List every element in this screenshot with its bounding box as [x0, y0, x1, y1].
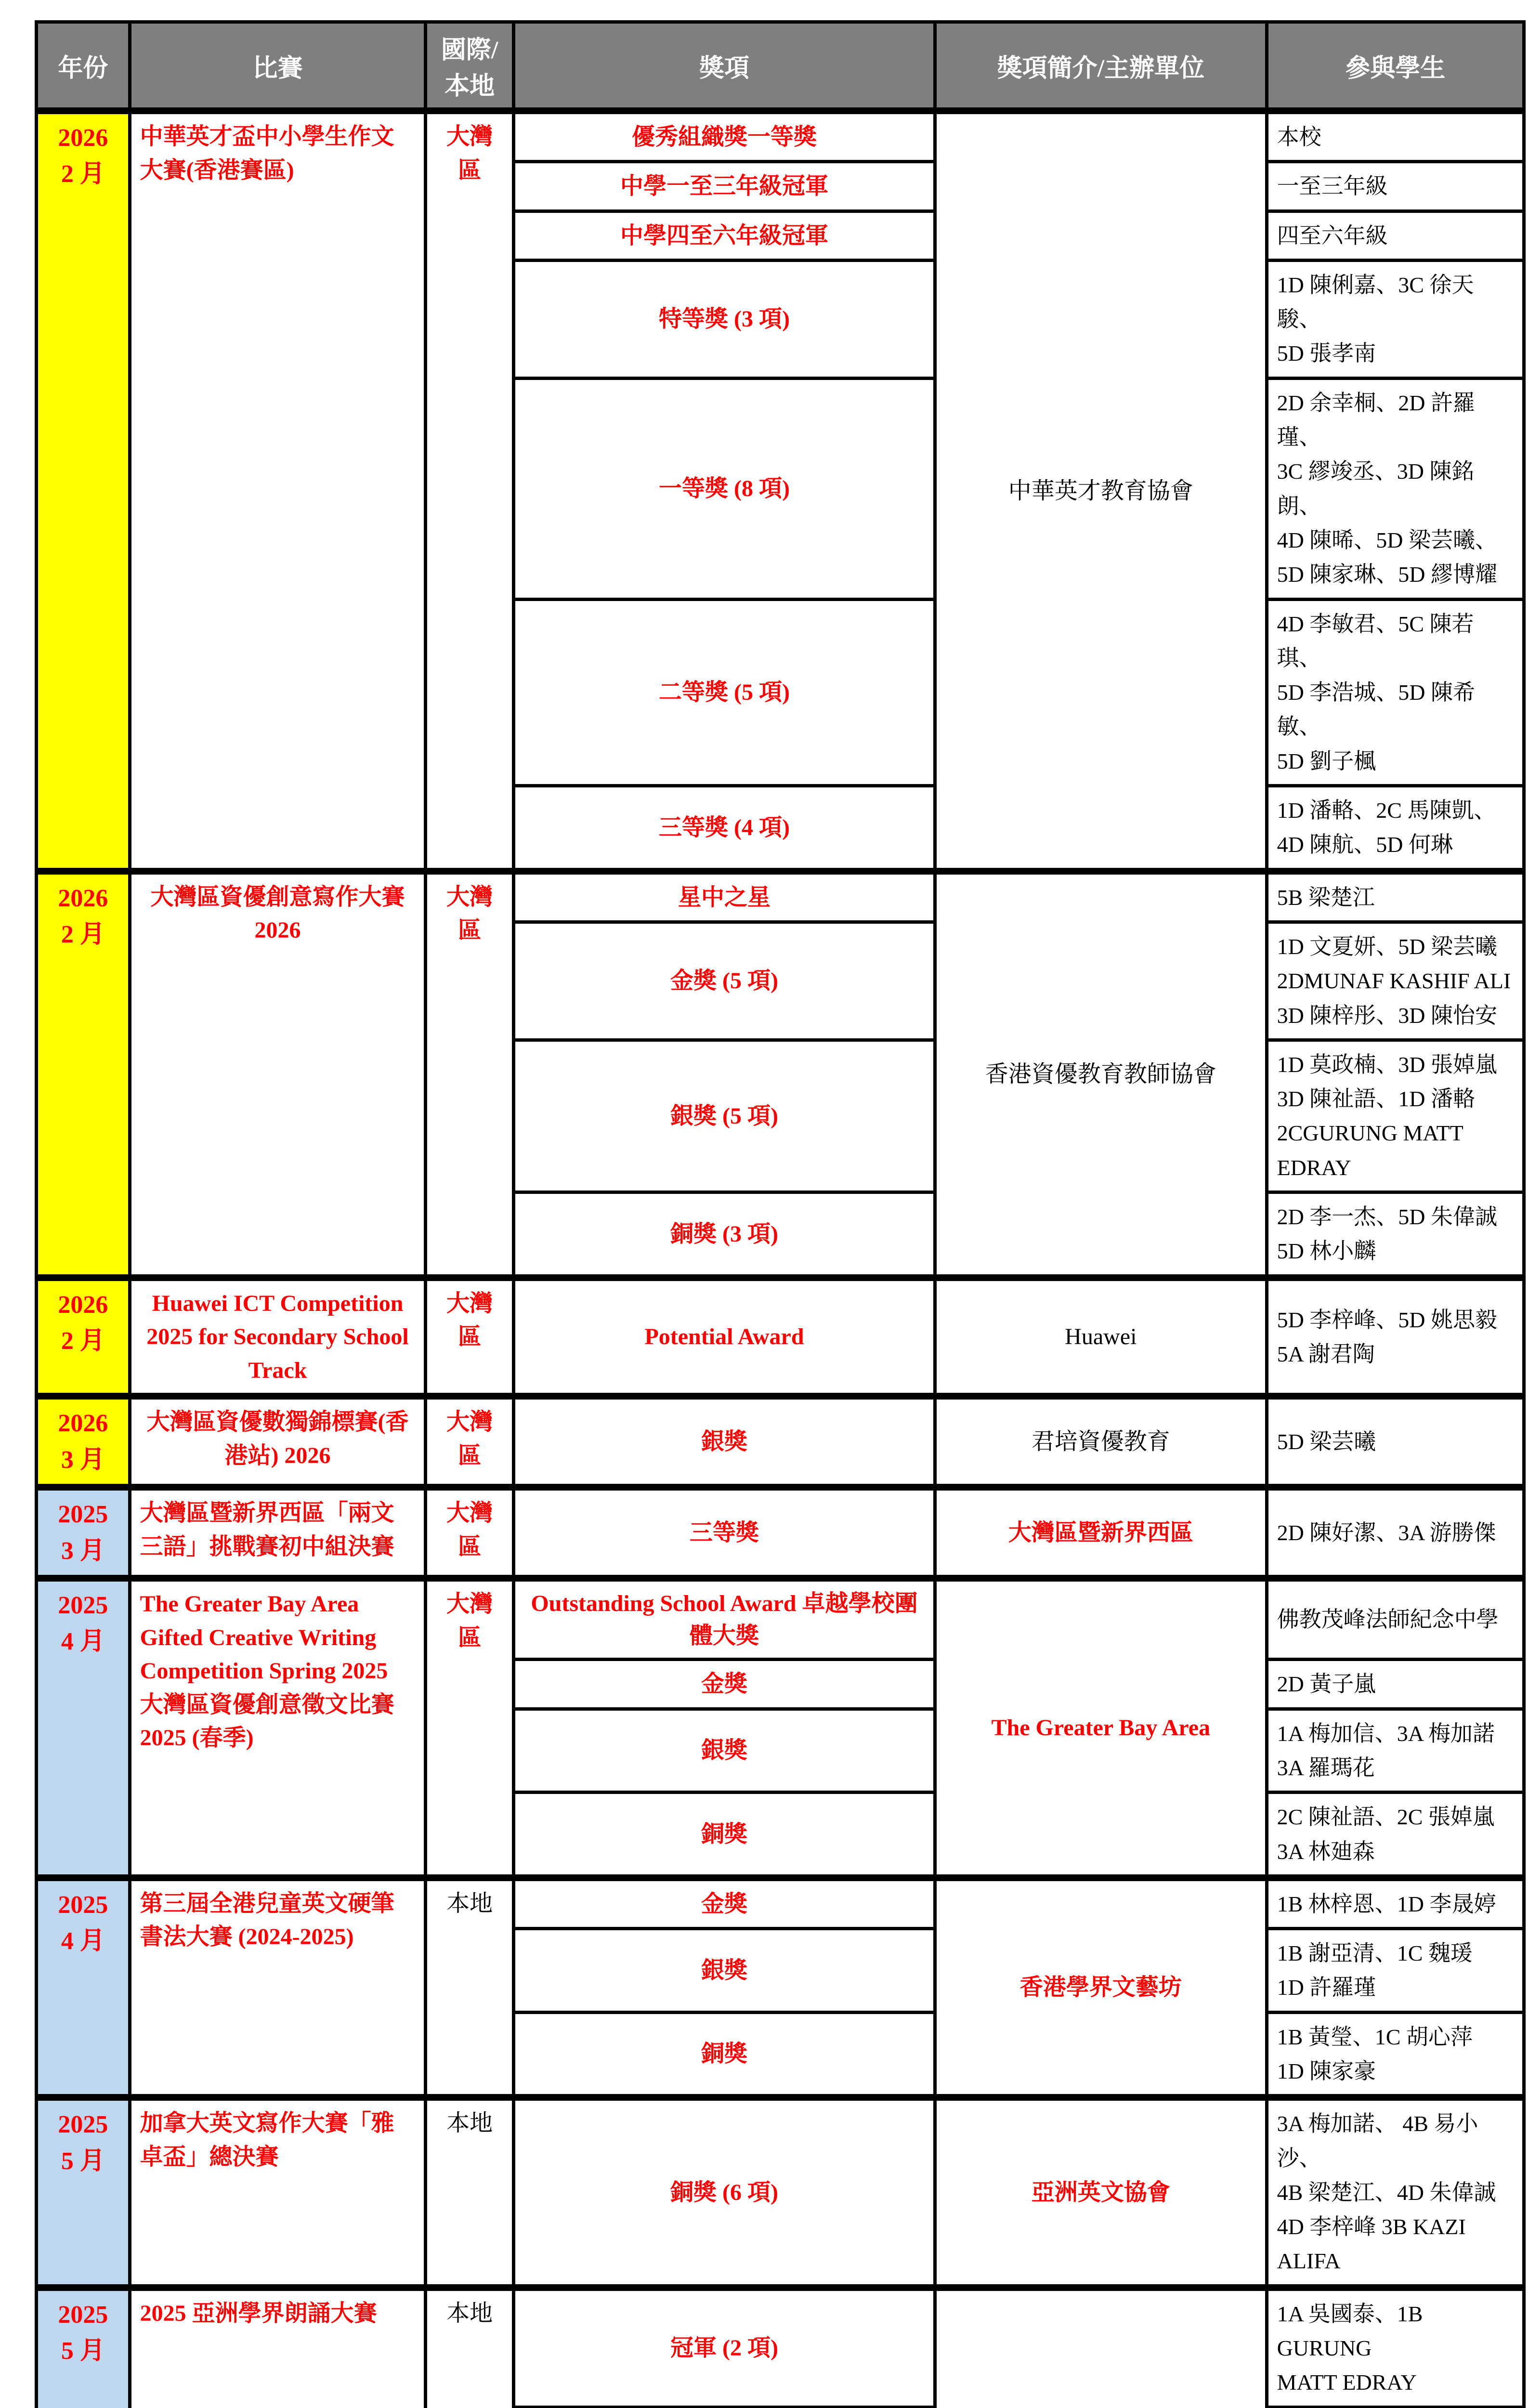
competition-name-cell: The Greater Bay Area Gifted Creative Writing Competition Spring 2025 大灣區資優創意徵文比賽 2025 (春季) — [130, 1578, 426, 1878]
award-cell: 優秀組織獎一等獎 — [513, 111, 935, 162]
award-cell: 銅獎 — [513, 1793, 935, 1878]
year-cell — [37, 1878, 130, 2097]
competition-name-cell: 第三屆全港兒童英文硬筆書法大賽 (2024-2025) — [130, 1878, 426, 2097]
award-row — [37, 111, 1524, 162]
students-cell: 5B 梁楚江 — [1267, 871, 1524, 922]
year-cell — [37, 111, 130, 871]
award-cell: 銅獎 (3 項) — [513, 1192, 935, 1278]
competition-name-cell: 加拿大英文寫作大賽「雅卓盃」總決賽 — [130, 2097, 426, 2287]
students-cell: 5D 李梓峰、5D 姚思毅 5A 謝君陶 — [1267, 1278, 1524, 1397]
header-students: 參與學生 — [1267, 22, 1524, 111]
students-cell: 一至三年級 — [1267, 162, 1524, 211]
month-label: 5 月 — [61, 2337, 105, 2365]
award-row — [37, 1396, 1524, 1487]
students-cell: 2D 李一杰、5D 朱偉誠 5D 林小麟 — [1267, 1192, 1524, 1278]
organizer-cell: 大灣區暨新界西區 — [935, 1487, 1267, 1578]
award-row — [37, 2097, 1524, 2287]
region-cell: 本地 — [426, 2288, 514, 2408]
award-cell: 銀獎 (5 項) — [513, 1040, 935, 1192]
award-row — [37, 1578, 1524, 1660]
organizer-cell — [935, 2288, 1267, 2408]
award-cell: 銅獎 — [513, 2012, 935, 2097]
year-cell — [37, 2097, 130, 2287]
table-header — [37, 22, 1524, 111]
award-cell: 特等獎 (3 項) — [513, 260, 935, 378]
students-cell: 1B 謝亞清、1C 魏瑗 1D 許羅瑾 — [1267, 1929, 1524, 2013]
students-cell: 本校 — [1267, 111, 1524, 162]
region-cell: 本地 — [426, 2097, 514, 2287]
header-competition: 比賽 — [130, 22, 426, 111]
month-label: 4 月 — [61, 1927, 105, 1955]
award-cell: 銀獎 — [513, 1929, 935, 2013]
award-cell: 中學一至三年級冠軍 — [513, 162, 935, 211]
students-cell — [1267, 2407, 1524, 2408]
students-cell: 1D 陳俐嘉、3C 徐天駿、 5D 張孝南 — [1267, 260, 1524, 378]
award-row — [37, 871, 1524, 922]
students-cell: 1B 林梓恩、1D 李晟婷 — [1267, 1878, 1524, 1929]
region-cell: 大灣區 — [426, 111, 514, 871]
year-cell — [37, 1278, 130, 1397]
award-cell: 冠軍 (2 項) — [513, 2288, 935, 2407]
students-cell: 1D 潘輅、2C 馬陳凱、 4D 陳航、5D 何琳 — [1267, 786, 1524, 871]
month-label: 3 月 — [61, 1446, 105, 1474]
year-cell — [37, 1396, 130, 1487]
students-cell: 1A 梅加信、3A 梅加諾 3A 羅瑪花 — [1267, 1709, 1524, 1793]
month-label: 2 月 — [61, 921, 105, 949]
header-organizer: 獎項簡介/主辦單位 — [935, 22, 1267, 111]
students-cell: 2D 余幸桐、2D 許羅瑾、 3C 繆竣丞、3D 陳銘朗、 4D 陳晞、5D 梁芸曦、 5D 陳家琳、5D 繆博耀 — [1267, 378, 1524, 599]
year-cell — [37, 1578, 130, 1878]
region-cell: 大灣區 — [426, 1578, 514, 1878]
year-label: 2025 — [58, 1591, 108, 1619]
region-cell: 本地 — [426, 1878, 514, 2097]
organizer-cell: 香港學界文藝坊 — [935, 1878, 1267, 2097]
award-cell: 一等獎 (8 項) — [513, 378, 935, 599]
year-cell — [37, 871, 130, 1278]
year-label: 2026 — [58, 1291, 108, 1319]
students-cell: 2D 黃子嵐 — [1267, 1660, 1524, 1709]
students-cell: 1B 黃瑩、1C 胡心萍 1D 陳家豪 — [1267, 2012, 1524, 2097]
competition-name-cell: 大灣區資優創意寫作大賽 2026 — [130, 871, 426, 1278]
award-cell: 二等獎 (5 項) — [513, 599, 935, 785]
students-cell: 1A 吳國泰、1B GURUNG MATT EDRAY — [1267, 2288, 1524, 2407]
organizer-cell: 中華英才教育協會 — [935, 111, 1267, 871]
organizer-cell: 亞洲英文協會 — [935, 2097, 1267, 2287]
competition-name-cell: 大灣區暨新界西區「兩文三語」挑戰賽初中組決賽 — [130, 1487, 426, 1578]
organizer-cell: Huawei — [935, 1278, 1267, 1397]
award-cell: 中學四至六年級冠軍 — [513, 211, 935, 260]
month-label: 3 月 — [61, 1537, 105, 1565]
header-year: 年份 — [37, 22, 130, 111]
award-cell: 銅獎 (6 項) — [513, 2097, 935, 2287]
awards-table — [35, 20, 1526, 2408]
award-cell: 星中之星 — [513, 871, 935, 922]
month-label: 2 月 — [61, 160, 105, 188]
students-cell: 2D 陳好潔、3A 游勝傑 — [1267, 1487, 1524, 1578]
students-cell: 四至六年級 — [1267, 211, 1524, 260]
organizer-cell: The Greater Bay Area — [935, 1578, 1267, 1878]
year-label: 2025 — [58, 2111, 108, 2139]
month-label: 2 月 — [61, 1327, 105, 1355]
year-label: 2026 — [58, 124, 108, 152]
students-cell: 3A 梅加諾、 4B 易小沙、 4B 梁楚江、4D 朱偉誠 4D 李梓峰 3B KAZI ALIFA — [1267, 2097, 1524, 2287]
year-label: 2026 — [58, 1410, 108, 1438]
award-cell — [513, 2407, 935, 2408]
region-cell: 大灣區 — [426, 871, 514, 1278]
award-cell: Outstanding School Award 卓越學校團體大獎 — [513, 1578, 935, 1660]
year-label: 2025 — [58, 2301, 108, 2329]
award-row — [37, 1278, 1524, 1397]
year-label: 2025 — [58, 1501, 108, 1529]
award-row — [37, 1878, 1524, 1929]
organizer-cell: 君培資優教育 — [935, 1396, 1267, 1487]
students-cell: 2C 陳祉語、2C 張婥嵐 3A 林廸森 — [1267, 1793, 1524, 1878]
award-cell: 銀獎 — [513, 1396, 935, 1487]
award-row — [37, 2288, 1524, 2407]
students-cell: 1D 莫政楠、3D 張婥嵐 3D 陳祉語、1D 潘輅 2CGURUNG MATT EDRAY — [1267, 1040, 1524, 1192]
students-cell: 1D 文夏妍、5D 梁芸曦 2DMUNAF KASHIF ALI 3D 陳梓彤、3D 陳怡安 — [1267, 922, 1524, 1040]
competition-name-cell: 大灣區資優數獨錦標賽(香港站) 2026 — [130, 1396, 426, 1487]
organizer-cell: 香港資優教育教師協會 — [935, 871, 1267, 1278]
students-cell: 5D 梁芸曦 — [1267, 1396, 1524, 1487]
competition-name-cell: Huawei ICT Competition 2025 for Secondary School Track — [130, 1278, 426, 1397]
award-cell: 銀獎 — [513, 1709, 935, 1793]
year-label: 2025 — [58, 1891, 108, 1919]
award-cell: 三等獎 (4 項) — [513, 786, 935, 871]
month-label: 5 月 — [61, 2147, 105, 2175]
document-page — [35, 20, 1526, 2408]
year-cell — [37, 1487, 130, 1578]
award-cell: Potential Award — [513, 1278, 935, 1397]
region-cell: 大灣區 — [426, 1396, 514, 1487]
students-cell: 4D 李敏君、5C 陳若琪、 5D 李浩城、5D 陳希敏、 5D 劉子楓 — [1267, 599, 1524, 785]
year-cell — [37, 2288, 130, 2408]
competition-name-cell: 2025 亞洲學界朗誦大賽 — [130, 2288, 426, 2408]
award-cell: 金獎 — [513, 1878, 935, 1929]
year-label: 2026 — [58, 884, 108, 912]
region-cell: 大灣區 — [426, 1487, 514, 1578]
month-label: 4 月 — [61, 1628, 105, 1656]
award-row — [37, 1487, 1524, 1578]
header-region: 國際/本地 — [426, 22, 514, 111]
table-body — [37, 111, 1524, 2408]
competition-name-cell: 中華英才盃中小學生作文大賽(香港賽區) — [130, 111, 426, 871]
header-award: 獎項 — [513, 22, 935, 111]
award-cell: 金獎 (5 項) — [513, 922, 935, 1040]
students-cell: 佛教茂峰法師紀念中學 — [1267, 1578, 1524, 1660]
header-row — [37, 22, 1524, 111]
region-cell: 大灣區 — [426, 1278, 514, 1397]
award-cell: 三等獎 — [513, 1487, 935, 1578]
award-cell: 金獎 — [513, 1660, 935, 1709]
